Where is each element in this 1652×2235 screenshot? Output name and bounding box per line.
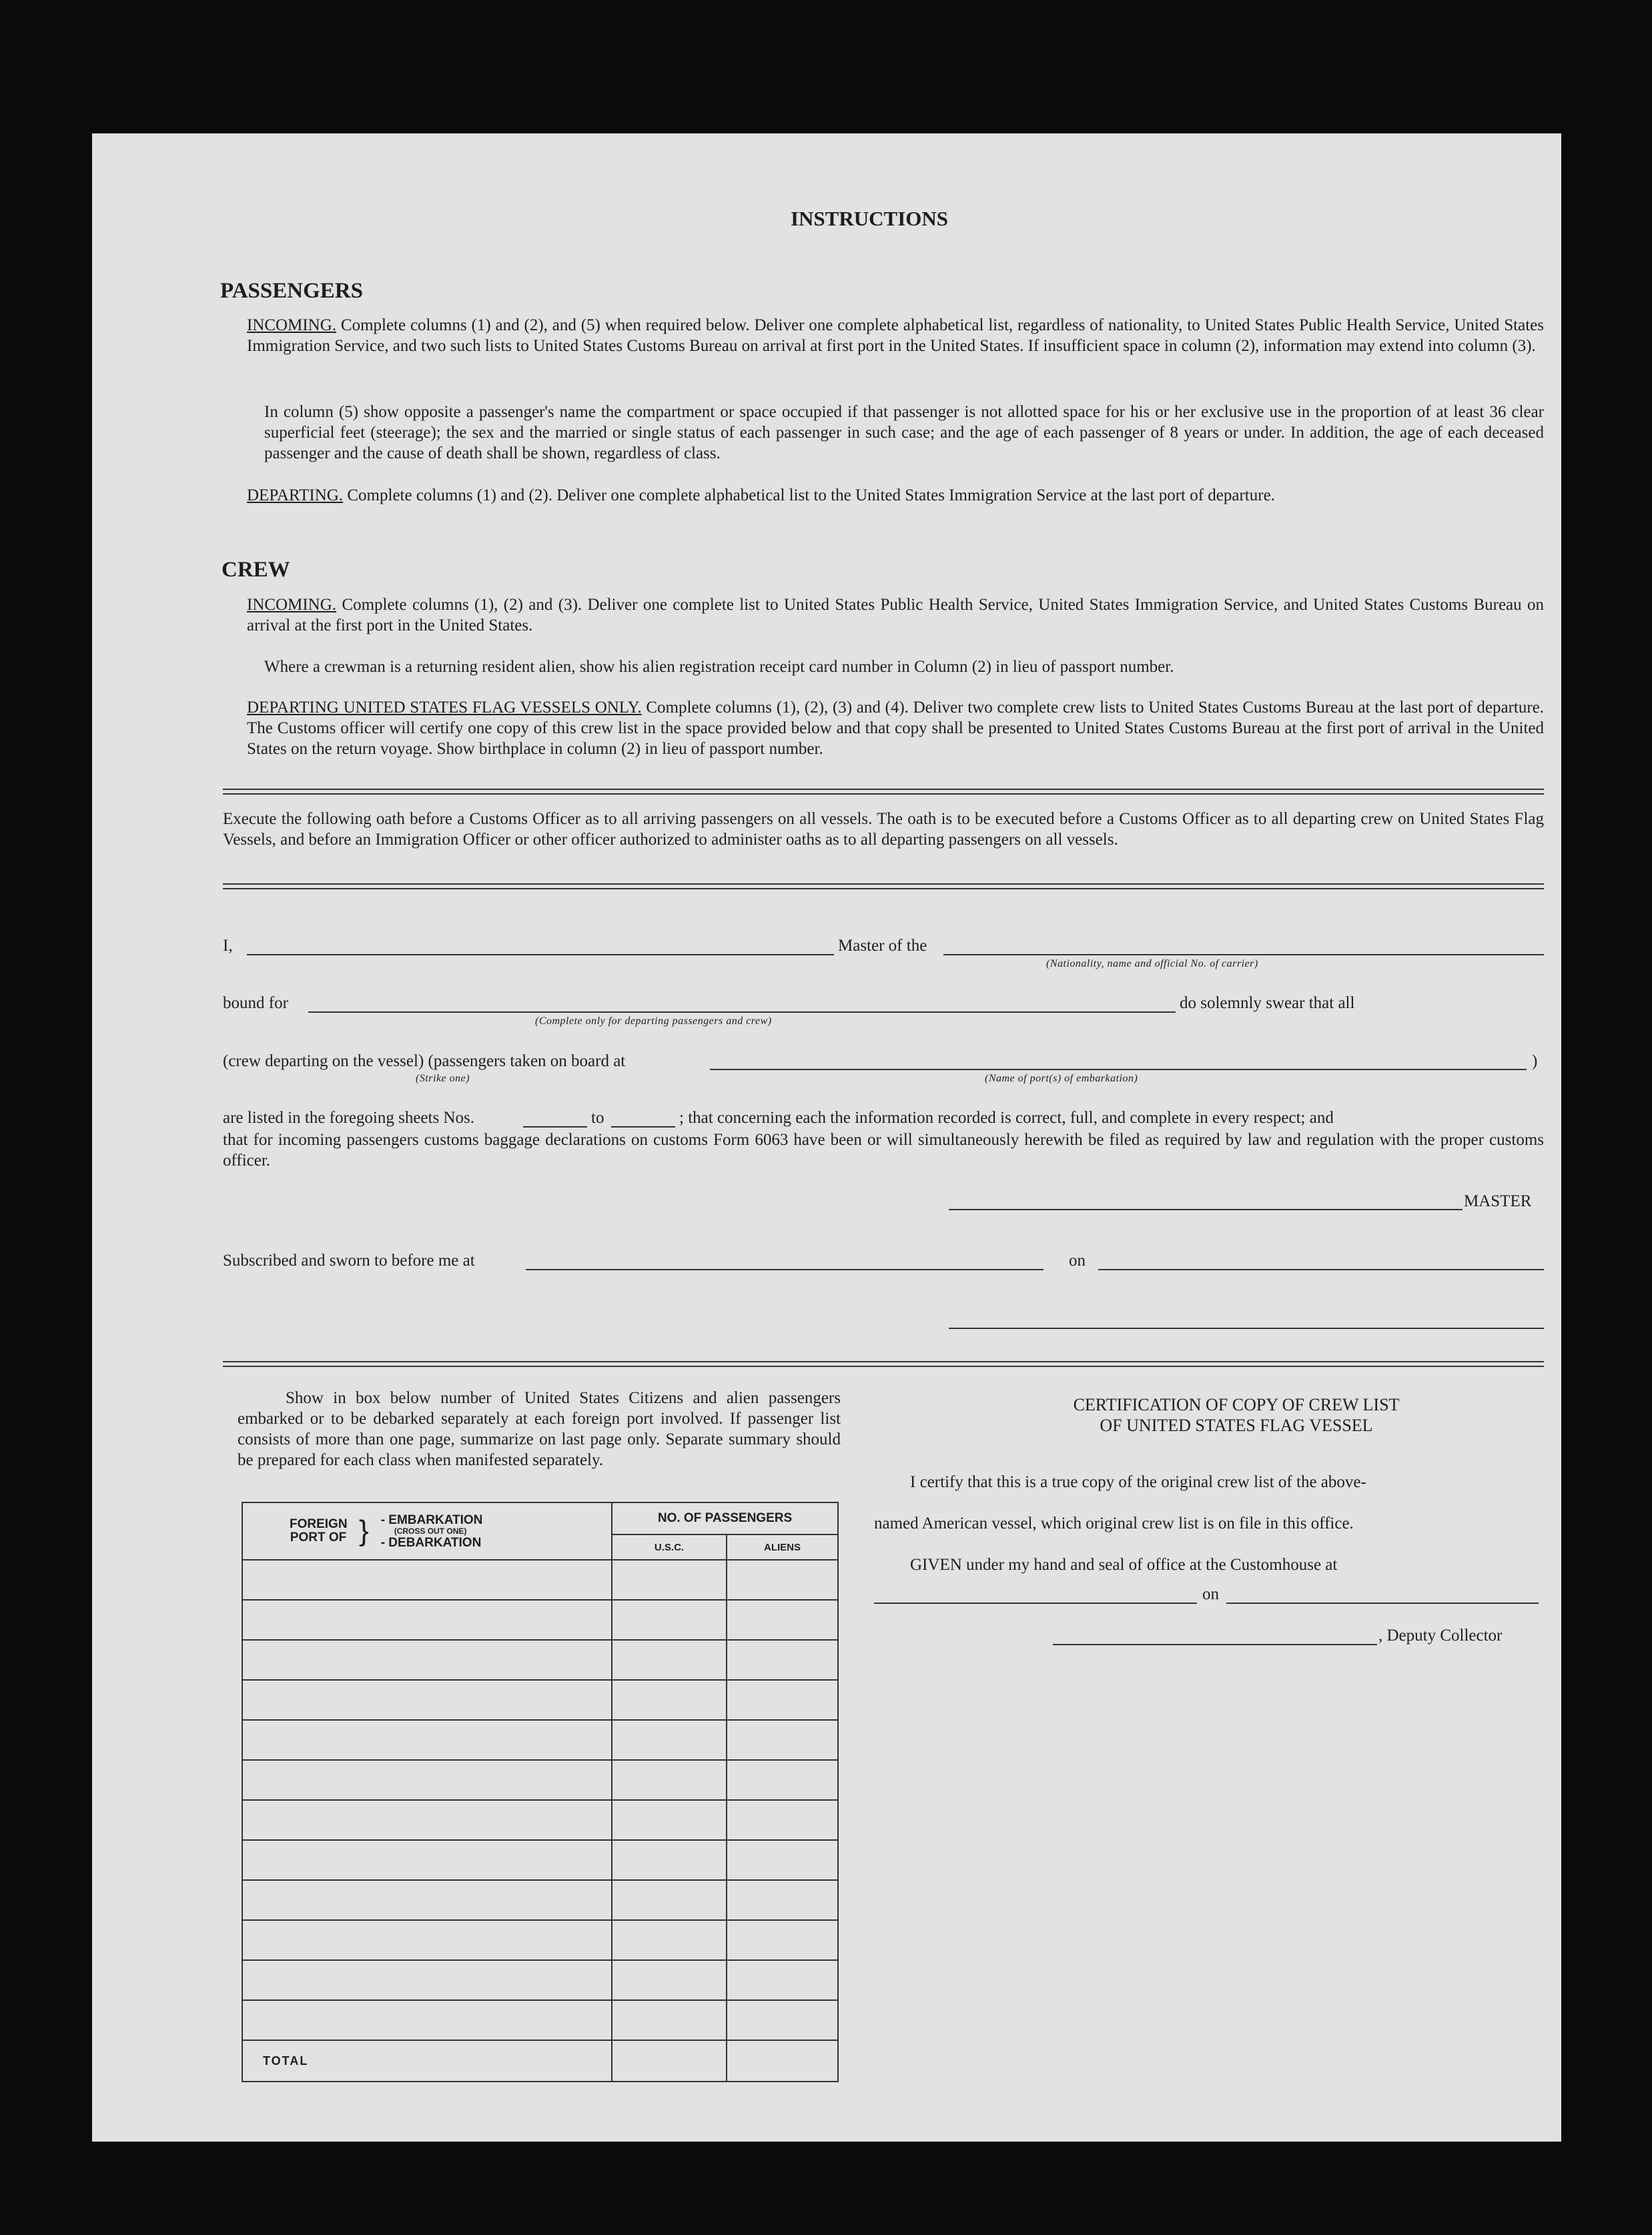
port-cell[interactable] bbox=[242, 1720, 612, 1760]
debarkation-label: - DEBARKATION bbox=[380, 1535, 482, 1550]
crew-departing-text: Complete columns (1), (2), (3) and (4). Deliver two complete crew lists to United States Customs Bureau at the last port of departure. The Customs officer will certify one copy of this crew list in the space provided below and that copy shall be presented to United States Customs Bureau at the first port of arrival in the United States on the return voyage. Show birthplace in column (2) in lieu of passport number. bbox=[247, 699, 1545, 758]
divider-rule bbox=[223, 789, 1544, 795]
certification-title bbox=[962, 1394, 1511, 1436]
aliens-cell[interactable] bbox=[727, 1600, 838, 1640]
given-line: GIVEN under my hand and seal of office at the Customhouse at bbox=[910, 1556, 1338, 1574]
usc-cell[interactable] bbox=[612, 1560, 727, 1600]
swear-label: do solemnly swear that all bbox=[1180, 994, 1355, 1012]
oath-i-label: I, bbox=[223, 937, 233, 955]
table-row bbox=[242, 1960, 838, 2000]
listed-continuation: that for incoming passengers customs baggage declarations on customs Form 6063 have been or will simultaneously herewith be filed as required by law and regulation with the proper customs officer. bbox=[223, 1131, 1544, 1170]
total-label: TOTAL bbox=[263, 2054, 309, 2068]
crew-heading: CREW bbox=[222, 558, 290, 582]
aliens-cell[interactable] bbox=[727, 1920, 838, 1960]
usc-cell[interactable] bbox=[612, 1760, 727, 1800]
passengers-column5-paragraph: In column (5) show opposite a passenger's name the compartment or space occupied if that passenger is not allotted space for his or her exclusive use in the proportion of at least 36 clear superficial feet (steerage); the sex and the married or single status of each passenger in such case; and the age of each passenger of 8 years or under. In addition, the age of each deceased passenger and the cause of death shall be shown, regardless of class. bbox=[264, 403, 1544, 462]
sheet-to-field[interactable] bbox=[611, 1126, 675, 1128]
aliens-cell[interactable] bbox=[727, 1720, 838, 1760]
bound-for-note: (Complete only for departing passengers and crew) bbox=[535, 1015, 772, 1027]
usc-cell[interactable] bbox=[612, 1920, 727, 1960]
table-row bbox=[242, 1840, 838, 1880]
passengers-departing-label: DEPARTING. bbox=[247, 486, 344, 504]
certify-line-1: I certify that this is a true copy of the original crew list of the above- bbox=[910, 1473, 1366, 1491]
port-cell[interactable] bbox=[242, 1640, 612, 1680]
passengers-heading: PASSENGERS bbox=[220, 279, 363, 303]
certification-title-line-1: CERTIFICATION OF COPY OF CREW LIST bbox=[1073, 1395, 1400, 1414]
table-row bbox=[242, 1880, 838, 1920]
oath-intro: Execute the following oath before a Customs Officer as to all arriving passengers on all vessels. The oath is to be executed before a Customs Officer as to all departing crew on United States Flag Vessels, and before an Immigration Officer or other officer authorized to administer oaths as to all departing passengers on all vessels. bbox=[223, 810, 1544, 849]
crew-resident-paragraph: Where a crewman is a returning resident alien, show his alien registration receipt card number in Column (2) in lieu of passport number. bbox=[264, 658, 1174, 676]
port-cell[interactable] bbox=[242, 2000, 612, 2040]
usc-header: U.S.C. bbox=[612, 1534, 727, 1560]
usc-cell[interactable] bbox=[612, 1800, 727, 1840]
usc-cell[interactable] bbox=[612, 1680, 727, 1720]
usc-cell[interactable] bbox=[612, 1720, 727, 1760]
sworn-date-field[interactable] bbox=[1098, 1269, 1544, 1270]
listed-label: are listed in the foregoing sheets Nos. bbox=[223, 1109, 474, 1127]
page-title: INSTRUCTIONS bbox=[790, 207, 948, 230]
table-row bbox=[242, 2000, 838, 2040]
certify-on-label: on bbox=[1202, 1585, 1219, 1603]
divider-rule bbox=[223, 1361, 1544, 1367]
passengers-departing-text: Complete columns (1) and (2). Deliver one complete alphabetical list to the United States Immigration Service at the last port of departure. bbox=[347, 486, 1275, 504]
table-row bbox=[242, 1680, 838, 1720]
aliens-cell[interactable] bbox=[727, 1640, 838, 1680]
foreign-port-label: FOREIGN PORT OF bbox=[290, 1517, 348, 1544]
aliens-cell[interactable] bbox=[727, 1840, 838, 1880]
port-cell[interactable] bbox=[242, 1880, 612, 1920]
table-row bbox=[242, 1920, 838, 1960]
foreign-port-header bbox=[242, 1502, 612, 1560]
embarkation-port-field[interactable] bbox=[710, 1069, 1527, 1070]
customhouse-field[interactable] bbox=[874, 1603, 1197, 1604]
certify-line-2: named American vessel, which original crew list is on file in this office. bbox=[874, 1514, 1354, 1532]
aliens-cell[interactable] bbox=[727, 1960, 838, 2000]
certify-date-field[interactable] bbox=[1226, 1603, 1539, 1604]
crew-departing-option: (crew departing on the vessel) (passengers taken on board at bbox=[223, 1052, 626, 1070]
crew-incoming-label: INCOMING. bbox=[247, 596, 337, 614]
brace-icon: } bbox=[359, 1514, 369, 1547]
crew-incoming-text: Complete columns (1), (2) and (3). Deliver one complete list to United States Public Health Service, United States Immigration Service, and United States Customs Bureau on arrival at the first port in the United States. bbox=[247, 596, 1544, 634]
table-row bbox=[242, 1720, 838, 1760]
usc-cell[interactable] bbox=[612, 2000, 727, 2040]
crew-departing-label: DEPARTING UNITED STATES FLAG VESSELS ONLY. bbox=[247, 699, 642, 717]
table-row bbox=[242, 1640, 838, 1680]
master-signature-field[interactable] bbox=[949, 1209, 1463, 1210]
bound-for-label: bound for bbox=[223, 994, 288, 1012]
table-row bbox=[242, 1800, 838, 1840]
certification-title-line-2: OF UNITED STATES FLAG VESSEL bbox=[1100, 1416, 1373, 1435]
embarkation-label: - EMBARKATION bbox=[380, 1512, 483, 1527]
passengers-count-header: NO. OF PASSENGERS bbox=[612, 1502, 838, 1534]
sworn-on-label: on bbox=[1069, 1252, 1086, 1270]
port-cell[interactable] bbox=[242, 1840, 612, 1880]
usc-cell[interactable] bbox=[612, 1880, 727, 1920]
master-name-field[interactable] bbox=[247, 954, 834, 955]
aliens-cell[interactable] bbox=[727, 1760, 838, 1800]
port-cell[interactable] bbox=[242, 1960, 612, 2000]
usc-cell[interactable] bbox=[612, 1960, 727, 2000]
listed-text: ; that concerning each the information recorded is correct, full, and complete in every respect; and bbox=[679, 1109, 1334, 1127]
close-paren: ) bbox=[1532, 1052, 1538, 1070]
usc-total-cell[interactable] bbox=[612, 2040, 727, 2082]
deputy-signature-field[interactable] bbox=[1053, 1644, 1377, 1645]
port-cell[interactable] bbox=[242, 1760, 612, 1800]
aliens-header: ALIENS bbox=[727, 1534, 838, 1560]
aliens-cell[interactable] bbox=[727, 2000, 838, 2040]
aliens-cell[interactable] bbox=[727, 1680, 838, 1720]
master-label: MASTER bbox=[1464, 1192, 1532, 1210]
port-cell[interactable] bbox=[242, 1680, 612, 1720]
sheet-from-field[interactable] bbox=[523, 1126, 587, 1128]
usc-cell[interactable] bbox=[612, 1840, 727, 1880]
passengers-departing-paragraph bbox=[247, 485, 1544, 506]
total-row bbox=[242, 2040, 838, 2082]
aliens-cell[interactable] bbox=[727, 1560, 838, 1600]
port-cell[interactable] bbox=[242, 1560, 612, 1600]
divider-rule bbox=[223, 883, 1544, 889]
deputy-collector-label: , Deputy Collector bbox=[1378, 1627, 1503, 1645]
carrier-field[interactable] bbox=[943, 954, 1544, 955]
passengers-incoming-paragraph bbox=[247, 315, 1544, 356]
summary-instructions: Show in box below number of United States Citizens and alien passengers embarked or to be debarked separately at each foreign port involved. If passenger list consists of more than one page, summarize on last page only. Separate summary should be prepared for each class when manifested separately. bbox=[238, 1389, 841, 1469]
usc-cell[interactable] bbox=[612, 1640, 727, 1680]
port-cell[interactable] bbox=[242, 1600, 612, 1640]
usc-cell[interactable] bbox=[612, 1600, 727, 1640]
sworn-place-field[interactable] bbox=[526, 1269, 1044, 1270]
port-cell[interactable] bbox=[242, 1800, 612, 1840]
form-sheet bbox=[92, 133, 1561, 2142]
aliens-total-cell[interactable] bbox=[727, 2040, 838, 2082]
aliens-cell[interactable] bbox=[727, 1880, 838, 1920]
passenger-summary-table bbox=[242, 1502, 839, 2082]
table-row bbox=[242, 1760, 838, 1800]
strike-note: (Strike one) bbox=[416, 1073, 470, 1084]
nationality-note: (Nationality, name and official No. of carrier) bbox=[1046, 958, 1258, 969]
passengers-incoming-text: Complete columns (1) and (2), and (5) when required below. Deliver one complete alphabetical list, regardless of nationality, to United States Public Health Service, United States Immigration Service, and two such lists to United States Customs Bureau on arrival at first port in the United States. If insufficient space in column (2), information may extend into column (3). bbox=[247, 316, 1544, 355]
port-cell[interactable] bbox=[242, 1920, 612, 1960]
subscribed-label: Subscribed and sworn to before me at bbox=[223, 1252, 475, 1270]
total-label-cell bbox=[242, 2040, 612, 2082]
aliens-cell[interactable] bbox=[727, 1800, 838, 1840]
crew-departing-paragraph bbox=[247, 697, 1544, 759]
oath-master-of-label: Master of the bbox=[838, 937, 927, 955]
crew-incoming-paragraph bbox=[247, 594, 1544, 636]
listed-to-label: to bbox=[591, 1109, 604, 1127]
table-row bbox=[242, 1600, 838, 1640]
bound-for-field[interactable] bbox=[308, 1011, 1176, 1013]
officer-signature-field[interactable] bbox=[949, 1328, 1544, 1329]
table-row bbox=[242, 1560, 838, 1600]
cross-out-note: (CROSS OUT ONE) bbox=[394, 1526, 467, 1536]
passengers-incoming-label: INCOMING. bbox=[247, 316, 337, 334]
port-note: (Name of port(s) of embarkation) bbox=[985, 1073, 1138, 1084]
